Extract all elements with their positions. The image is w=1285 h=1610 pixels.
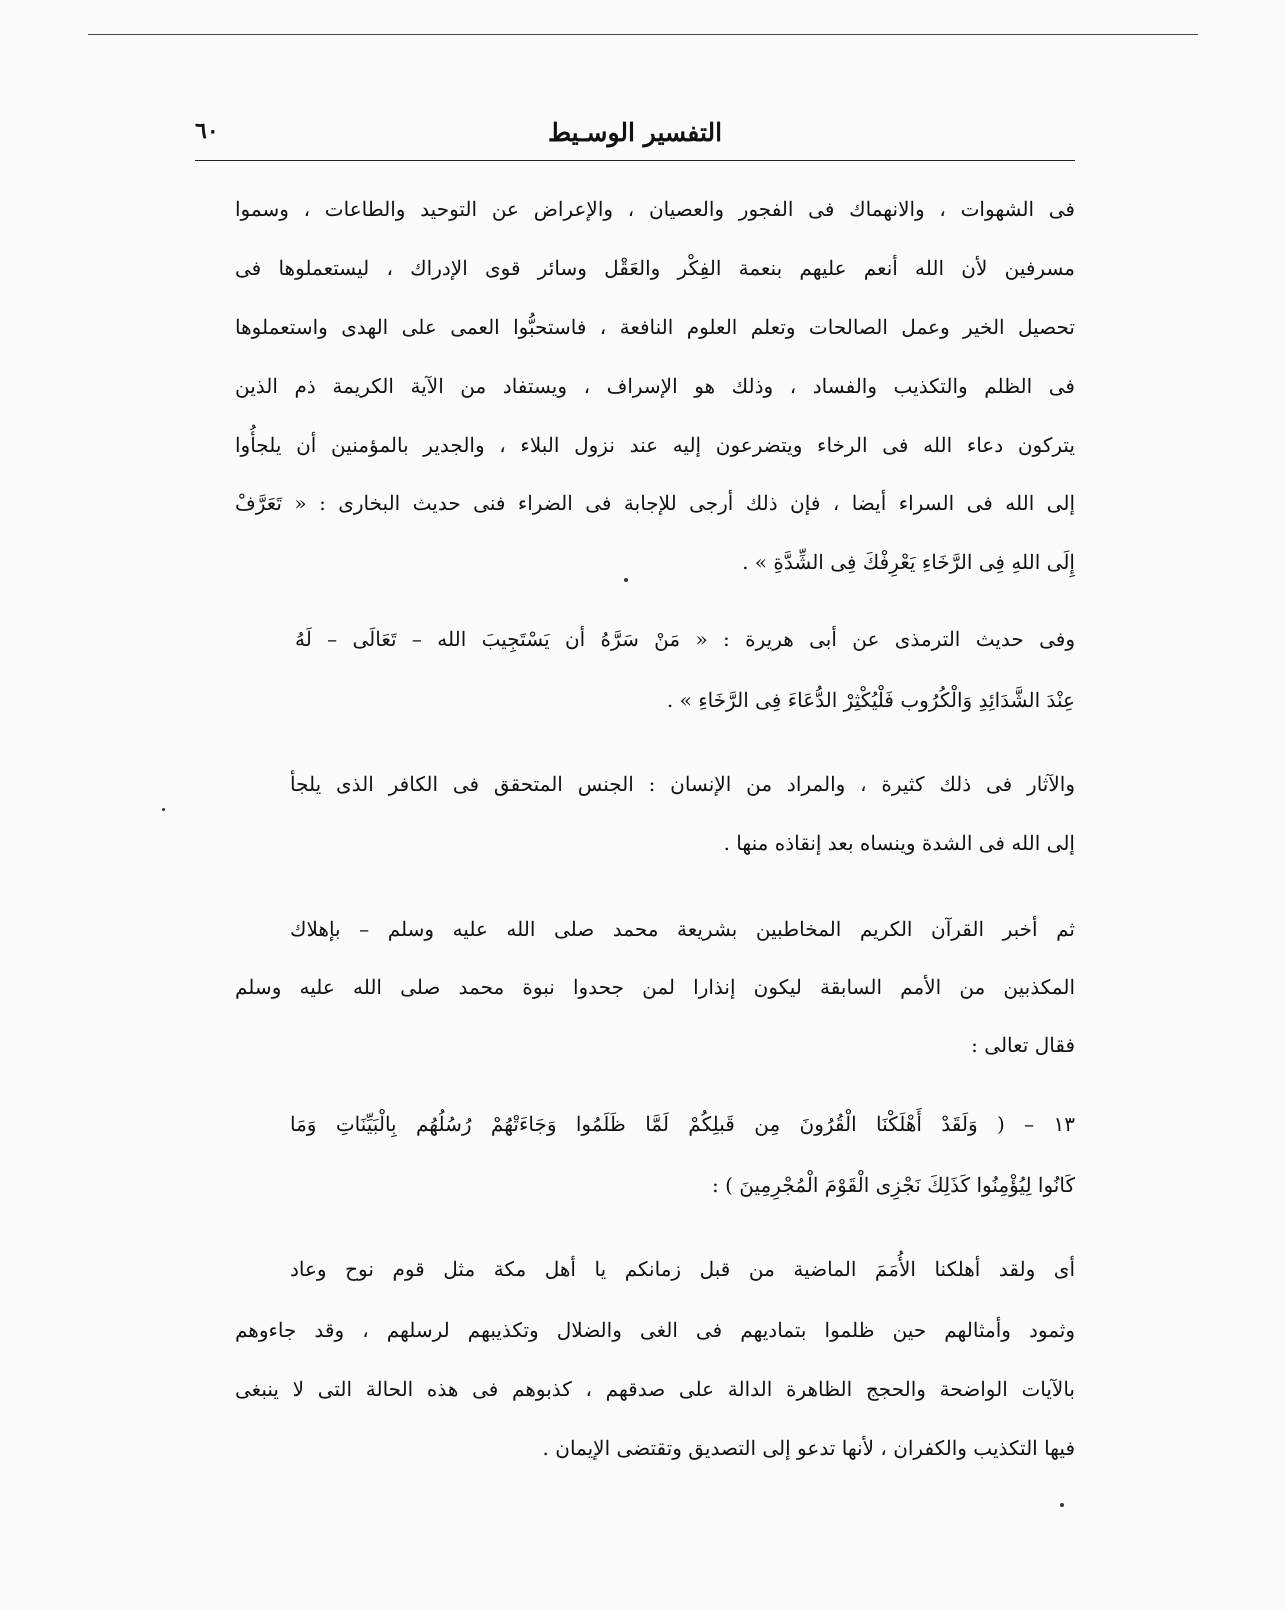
paragraph-1-line-6: إلى الله فى السراء أيضا ، فإن ذلك أرجى للإجابة فى الضراء فنى حديث البخارى : « تَعَرَّفْ [235,491,1075,515]
running-title: التفسير الوسـيط [547,118,723,147]
paragraph-3-line-1: والآثار فى ذلك كثيرة ، والمراد من الإنسان : الجنس المتحقق فى الكافر الذى يلجأ [290,772,1075,796]
paragraph-4-line-1: ثم أخبر القرآن الكريم المخاطبين بشريعة محمد صلى الله عليه وسلم – بإهلاك [290,917,1075,941]
header-rule [195,160,1075,161]
page-header [195,118,1075,158]
verse-13-line-1: ١٣ – ( وَلَقَدْ أَهْلَكْنَا الْقُرُونَ مِن قَبلِكُمْ لَمَّا ظَلَمُوا وَجَاءَتْهُمْ رُسُلُهُم بِالْبَيِّنَاتِ وَمَا [290,1112,1075,1136]
paragraph-1-line-2: مسرفين لأن الله أنعم عليهم بنعمة الفِكْر والعَقْل وسائر قوى الإدراك ، ليستعملوها فى [235,256,1076,280]
scan-speck [162,808,165,811]
paragraph-2-line-1: وفى حديث الترمذى عن أبى هريرة : « مَنْ سَرَّهُ أن يَسْتَجِيبَ الله – تَعَالَى – لَهُ [295,627,1075,651]
paragraph-1-line-7: إِلَى اللهِ فِى الرَّخَاءِ يَعْرِفْكَ فِى الشِّدَّةِ » . [742,550,1075,574]
top-border-rule [88,34,1198,35]
scan-speck [624,578,628,582]
page-number: ٦٠ [195,118,219,144]
paragraph-5-line-3: بالآيات الواضحة والحجج الظاهرة الدالة على صدقهم ، كذبوهم فى هذه الحالة التى لا ينبغى [235,1377,1075,1401]
paragraph-1-line-3: تحصيل الخير وعمل الصالحات وتعلم العلوم النافعة ، فاستحبُّوا العمى على الهدى واستعملوها [235,315,1075,339]
paragraph-4-line-3: فقال تعالى : [971,1033,1075,1057]
paragraph-1-line-5: يتركون دعاء الله فى الرخاء ويتضرعون إليه عند نزول البلاء ، والجدير بالمؤمنين أن يلجأُوا [235,433,1075,457]
paragraph-3-line-2: إلى الله فى الشدة وينساه بعد إنقاذه منها . [723,831,1075,855]
verse-13-line-2: كَانُوا لِيُؤْمِنُوا كَذَلِكَ نَجْزِى الْقَوْمَ الْمُجْرِمِينَ ) : [712,1173,1075,1197]
paragraph-5-line-1: أى ولقد أهلكنا الأُمَمَ الماضية من قبل زمانكم يا أهل مكة مثل قوم نوح وعاد [290,1257,1075,1281]
paragraph-1-line-1: فى الشهوات ، والانهماك فى الفجور والعصيان ، والإعراض عن التوحيد والطاعات ، وسموا [235,197,1075,221]
paragraph-1-line-4: فى الظلم والتكذيب والفساد ، وذلك هو الإسراف ، ويستفاد من الآية الكريمة ذم الذين [235,374,1075,398]
paragraph-5-line-4: فيها التكذيب والكفران ، لأنها تدعو إلى التصديق وتقتضى الإيمان . [542,1436,1075,1460]
paragraph-2-line-2: عِنْدَ الشَّدَائِدِ وَالْكُرُوب فَلْيُكْثِرْ الدُّعَاءَ فِى الرَّخَاءِ » . [666,688,1075,712]
scan-speck [1060,1503,1064,1507]
paragraph-4-line-2: المكذبين من الأمم السابقة ليكون إنذارا لمن جحدوا نبوة محمد صلى الله عليه وسلم [235,975,1075,999]
paragraph-5-line-2: وثمود وأمثالهم حين ظلموا بتماديهم فى الغى والضلال وتكذيبهم لرسلهم ، وقد جاءوهم [235,1318,1075,1342]
